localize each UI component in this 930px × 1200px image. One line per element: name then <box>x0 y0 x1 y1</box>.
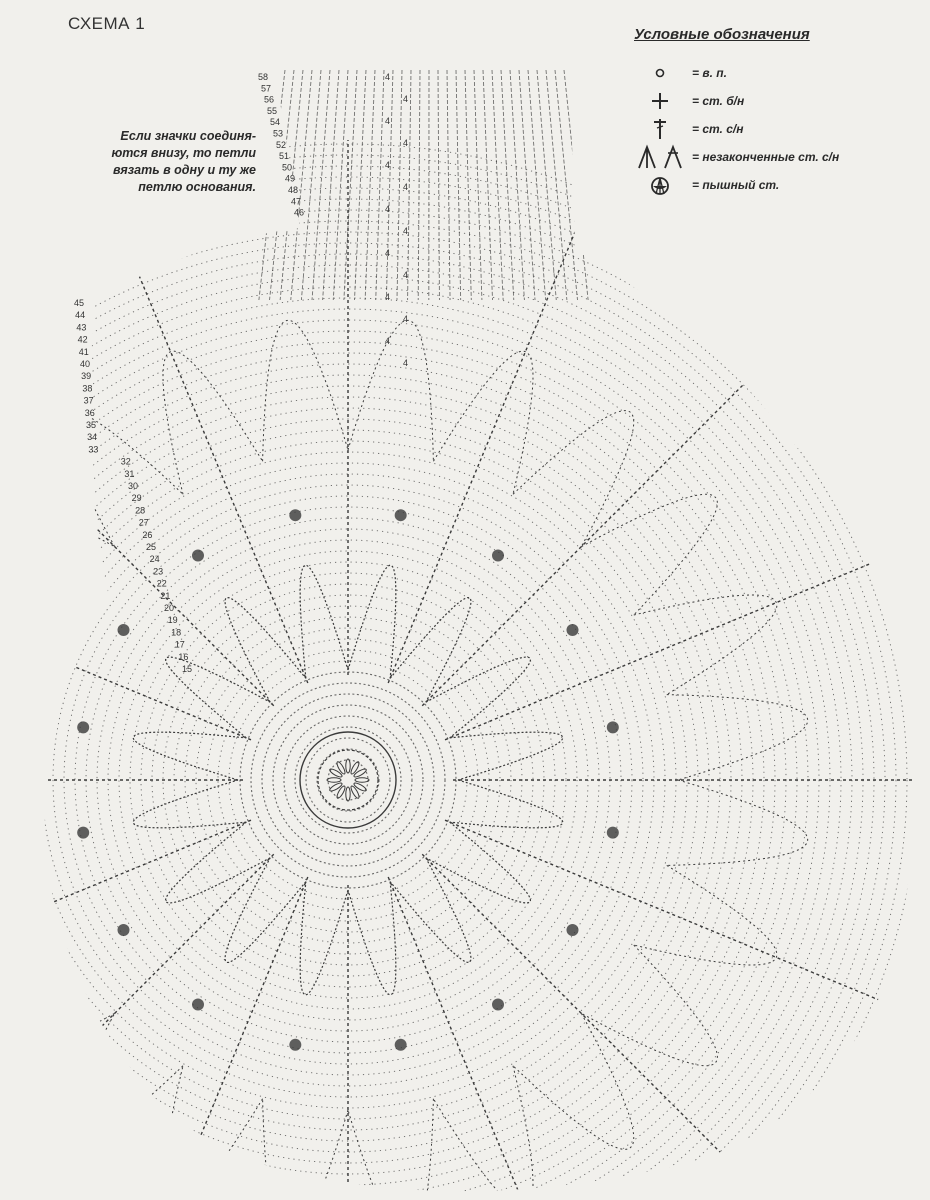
spoke-line <box>445 820 930 1025</box>
petal-curve <box>450 780 563 828</box>
fan-mark <box>607 827 619 839</box>
row-number: 26 <box>142 529 153 540</box>
round-line <box>0 309 819 1200</box>
row-number: 52 <box>275 139 286 150</box>
outer-petal-curve <box>263 320 348 461</box>
round-line <box>20 452 676 1108</box>
neck-stitch-line <box>483 70 493 300</box>
center-petal <box>355 778 369 782</box>
row-number: 53 <box>272 128 283 139</box>
repeat-count-label: 4 <box>403 182 409 192</box>
row-number: 46 <box>293 207 304 218</box>
round-line <box>328 760 368 800</box>
neck-stitch-line <box>418 70 420 300</box>
outer-petal-curve <box>581 945 717 1066</box>
legend-title: Условные обозначения <box>634 26 810 43</box>
round-line <box>0 353 775 1200</box>
row-number: 43 <box>76 322 87 333</box>
center-petal <box>350 785 361 799</box>
row-number: 29 <box>131 493 142 504</box>
row-number: 24 <box>149 554 160 565</box>
petal-curve <box>348 882 396 995</box>
petal-curve <box>300 565 348 678</box>
legend-label: = ст. с/н <box>692 122 744 136</box>
spoke-line <box>445 535 930 740</box>
fan-mark <box>77 721 89 733</box>
neck-stitch-line <box>528 70 546 300</box>
neck-stitch-line <box>474 70 482 300</box>
neck-stitch-line <box>397 70 402 300</box>
spoke-line <box>388 877 593 1200</box>
center-petal <box>336 761 347 775</box>
note-line: вязать в одну и ту же <box>113 163 256 177</box>
row-number: 50 <box>281 162 292 173</box>
diagram-body <box>0 70 930 1200</box>
outer-petal-curve <box>667 780 808 865</box>
round-line <box>0 342 786 1200</box>
spoke-line <box>0 854 274 1200</box>
neck-stitch-line <box>555 70 578 300</box>
center-petal <box>346 787 350 801</box>
row-number: 16 <box>178 651 189 662</box>
round-line <box>0 177 930 1200</box>
center-petal <box>346 759 350 773</box>
petal-curve <box>133 780 246 828</box>
row-number: 44 <box>75 310 86 321</box>
note-line: петлю основания. <box>138 180 256 194</box>
fan-mark <box>118 624 130 636</box>
round-line <box>218 650 478 910</box>
fan-mark <box>289 509 301 521</box>
round-line <box>262 694 434 866</box>
row-number: 57 <box>260 83 271 94</box>
repeat-count-label: 4 <box>403 94 409 104</box>
outer-petal-curve <box>0 695 29 780</box>
neck-stitch-line <box>386 70 393 300</box>
row-number: 37 <box>83 395 94 406</box>
note-line: Если значки соединя- <box>120 129 256 143</box>
petal-curve <box>426 822 531 903</box>
row-number: 27 <box>138 517 149 528</box>
row-number: 54 <box>269 117 280 128</box>
round-line <box>0 276 852 1200</box>
row-number: 47 <box>290 196 301 207</box>
center-petal <box>336 785 347 799</box>
center-petal <box>327 778 341 782</box>
round-line <box>0 265 863 1200</box>
row-number: 21 <box>160 590 171 601</box>
outer-petal-curve <box>62 1013 183 1149</box>
outer-petal-curve <box>0 494 115 615</box>
round-line <box>141 573 555 987</box>
row-number: 20 <box>163 603 174 613</box>
row-number: 25 <box>145 542 156 552</box>
fan-mark <box>77 827 89 839</box>
repeat-count-label: 4 <box>385 116 391 126</box>
outer-petal-curve <box>348 320 433 461</box>
row-number: 28 <box>135 505 146 516</box>
neck-stitch-line <box>564 70 588 300</box>
fan-mark <box>566 924 578 936</box>
row-number: 39 <box>81 371 92 382</box>
repeat-count-label: 4 <box>403 314 409 324</box>
neck-stitch-line <box>344 70 357 300</box>
outer-petal-curve <box>163 1066 263 1200</box>
petal-curve <box>390 598 471 703</box>
round-line <box>295 727 401 833</box>
center-petal <box>329 768 343 779</box>
neck-stitch-line <box>492 70 503 300</box>
center-petal <box>350 761 361 775</box>
neck-stitch-line <box>537 70 556 300</box>
spoke-line <box>0 820 251 1025</box>
outer-petal-curve <box>62 411 183 547</box>
repeat-count-label: 4 <box>385 72 391 82</box>
round-line <box>251 683 445 877</box>
outer-petal-curve <box>433 1066 533 1200</box>
row-number: 38 <box>82 383 93 394</box>
row-number: 56 <box>263 94 274 105</box>
center-petal <box>353 768 367 779</box>
fan-mark <box>607 721 619 733</box>
round-line <box>317 749 379 811</box>
outer-petal-curve <box>0 780 29 865</box>
row-number: 18 <box>171 627 182 638</box>
outer-petal-curve <box>0 945 115 1066</box>
row-number: 19 <box>167 615 178 626</box>
row-number: 22 <box>156 578 167 589</box>
row-number: 55 <box>266 105 277 116</box>
neck-stitch-line <box>408 70 411 300</box>
fan-mark <box>289 1039 301 1051</box>
row-number: 34 <box>87 432 98 443</box>
scheme-title: СХЕМА 1 <box>68 14 146 33</box>
outer-petal-curve <box>0 595 62 695</box>
legend-label: = пышный ст. <box>692 178 780 192</box>
fan-mark <box>118 924 130 936</box>
outer-petal-curve <box>0 865 62 965</box>
row-number: 45 <box>73 298 84 308</box>
center-petal <box>329 782 343 793</box>
neck-stitch-line <box>323 70 339 300</box>
row-number: 31 <box>124 468 135 479</box>
fan-mark <box>395 1039 407 1051</box>
row-number: 23 <box>153 566 164 577</box>
round-line <box>0 221 907 1200</box>
neck-stitch-line <box>501 70 514 300</box>
row-number: 35 <box>85 420 96 430</box>
neck-stitch-line <box>312 70 330 300</box>
fan-mark <box>192 998 204 1010</box>
legend-label: = в. п. <box>692 66 727 80</box>
neck-stitch-line <box>301 70 321 300</box>
outer-petal-curve <box>433 351 533 494</box>
row-number: 32 <box>120 456 131 467</box>
neck-stitch-line <box>365 70 375 300</box>
spoke-line <box>103 877 308 1200</box>
row-number: 51 <box>278 151 289 162</box>
round-line <box>0 298 830 1200</box>
row-number: 33 <box>88 444 99 455</box>
row-number: 48 <box>287 185 298 195</box>
row-number: 17 <box>174 639 185 650</box>
round-line <box>0 287 841 1200</box>
round-line <box>0 207 918 1200</box>
neck-stitch-line <box>438 70 439 300</box>
row-number: 40 <box>79 359 90 369</box>
fan-mark <box>492 998 504 1010</box>
neck-stitch-line <box>376 70 384 300</box>
fan-mark <box>566 624 578 636</box>
repeat-count-label: 4 <box>385 204 391 214</box>
round-line <box>0 144 930 1200</box>
row-number: 49 <box>284 173 295 184</box>
round-line <box>0 232 896 1200</box>
fan-mark <box>192 550 204 562</box>
spoke-line <box>422 854 800 1200</box>
neck-stitch-line <box>465 70 471 300</box>
outer-petal-curve <box>163 351 263 494</box>
repeat-count-label: 4 <box>385 292 391 302</box>
outer-petal-curve <box>263 1099 348 1200</box>
round-line <box>0 320 808 1200</box>
row-number: 15 <box>181 664 192 674</box>
outer-petal-curve <box>667 695 808 780</box>
neck-stitch-line <box>519 70 535 300</box>
round-line <box>284 716 412 844</box>
neck-stitch-line <box>447 70 450 300</box>
spoke-line <box>422 327 800 705</box>
outer-petal-curve <box>513 411 634 547</box>
center-petal <box>353 782 367 793</box>
round-line <box>0 166 930 1200</box>
row-number: 58 <box>257 72 268 82</box>
repeat-count-label: 4 <box>403 226 409 236</box>
row-number: 36 <box>84 407 95 418</box>
outer-petal-curve <box>634 595 777 695</box>
note-line: ются внизу, то петли <box>111 146 256 160</box>
outer-petal-curve <box>634 865 777 965</box>
repeat-count-label: 4 <box>385 336 391 346</box>
legend-label: = незаконченные ст. с/н <box>692 150 840 164</box>
repeat-count-label: 4 <box>403 138 409 148</box>
petal-curve <box>166 822 271 903</box>
round-line <box>0 199 929 1200</box>
row-number: 42 <box>77 334 88 345</box>
petal-curve <box>450 732 563 780</box>
row-number: 41 <box>78 346 89 357</box>
center-ring <box>300 732 396 828</box>
fan-mark <box>395 509 407 521</box>
repeat-count-label: 4 <box>385 160 391 170</box>
legend-label: = ст. б/н <box>692 94 745 108</box>
round-line <box>0 386 742 1174</box>
fan-mark <box>492 550 504 562</box>
petal-curve <box>133 732 246 780</box>
repeat-count-label: 4 <box>385 248 391 258</box>
spoke-line <box>0 327 274 705</box>
repeat-count-label: 4 <box>403 358 409 368</box>
neck-stitch-line <box>546 70 567 300</box>
row-number: 30 <box>127 481 138 491</box>
spoke-line <box>103 189 308 683</box>
repeat-count-label: 4 <box>403 270 409 280</box>
